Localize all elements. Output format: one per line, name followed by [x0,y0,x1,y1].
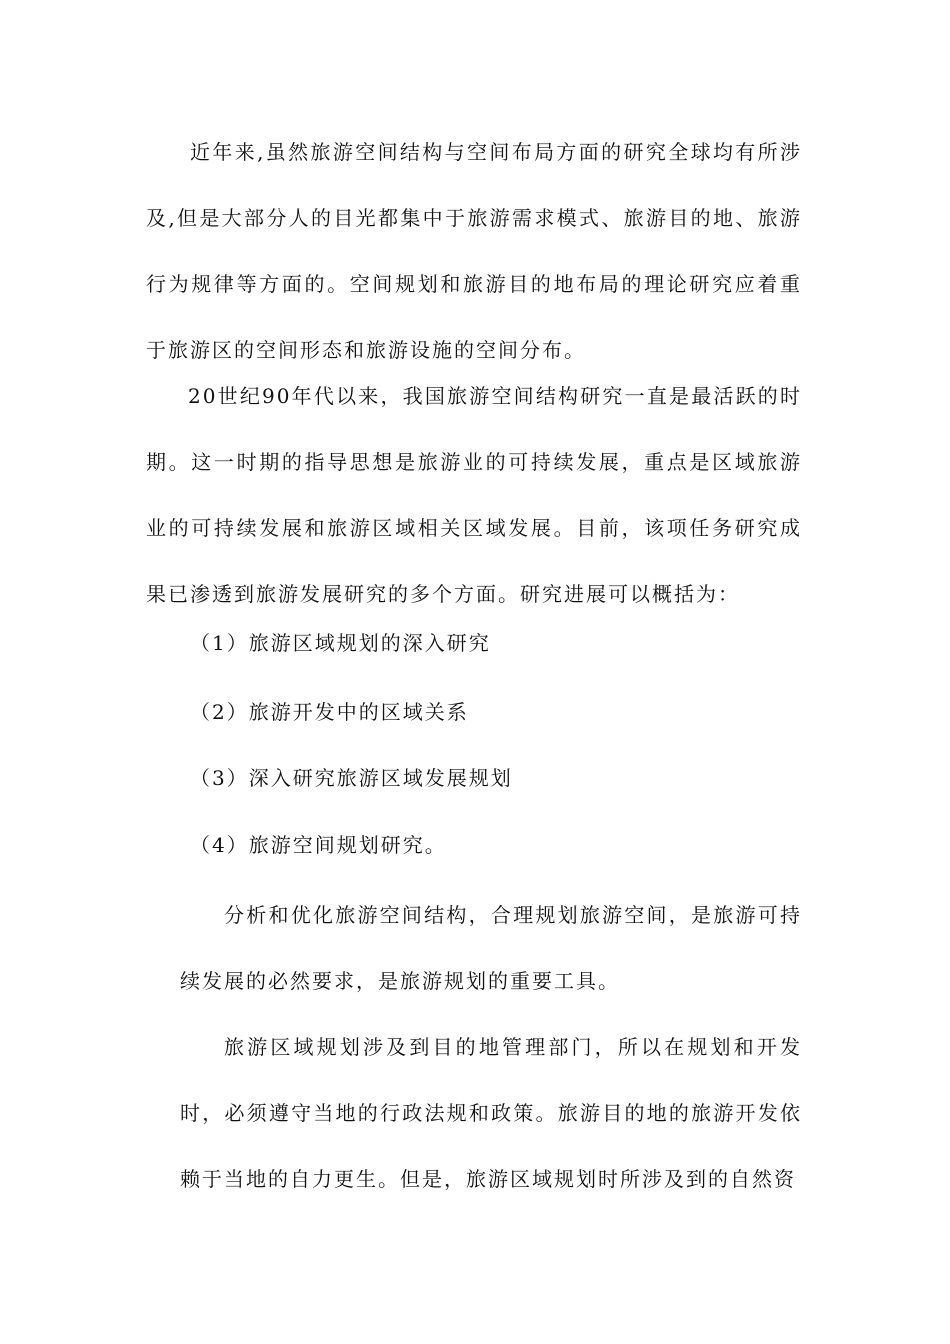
list-item: （1）旅游区域规划的深入研究 [190,631,491,655]
list-item: （3）深入研究旅游区域发展规划 [190,766,513,790]
paragraph-intro: 近年来,虽然旅游空间结构与空间布局方面的研究全球均有所涉及,但是大部分人的目光都集中于旅游需求模式、旅游目的地、旅游行为规律等方面的。空间规划和旅游目的地布局的理论研究应着重于旅游区的空间形态和旅游设施的空间分布。 [146,140,802,362]
paragraph-regional-planning: 旅游区域规划涉及到目的地管理部门，所以在规划和开发时，必须遵守当地的行政法规和政策。旅游目的地的旅游开发依赖于当地的自力更生。但是，旅游区域规划时所涉及到的自然资 [180,1035,802,1191]
list-item: （4）旅游空间规划研究。 [190,833,447,857]
paragraph-1990s-research: 20世纪90年代以来，我国旅游空间结构研究一直是最活跃的时期。这一时期的指导思想是旅游业的可持续发展，重点是区域旅游业的可持续发展和旅游区域相关区域发展。目前，该项任务研究成果已渗透到旅游发展研究的多个方面。研究进展可以概括为： [146,384,802,606]
paragraph-optimization: 分析和优化旅游空间结构，合理规划旅游空间，是旅游可持续发展的必然要求，是旅游规划的重要工具。 [180,903,802,993]
list-item: （2）旅游开发中的区域关系 [190,700,469,724]
